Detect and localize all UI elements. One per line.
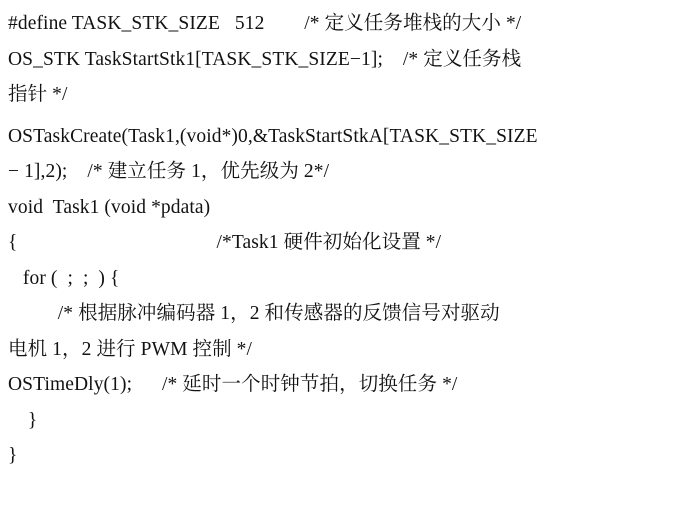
code-line: { /*Task1 硬件初始化设置 */ [8,232,442,253]
code-line: OSTimeDly(1); /* 延时一个时钟节拍，切换任务 */ [8,374,458,395]
code-line: 电机 1，2 进行 PWM 控制 */ [8,338,253,360]
code-line: OS_STK TaskStartStk1[TASK_STK_SIZE−1]; /* 定义任务栈 [8,48,522,70]
code-listing [8,6,664,474]
code-line: #define TASK_STK_SIZE 512 /* 定义任务堆栈的大小 */ [8,13,522,34]
code-line: OSTaskCreate(Task1,(void*)0,&TaskStartStkA[TASK_STK_SIZE [8,125,538,147]
code-line: } [8,445,18,466]
code-line: − 1],2); /* 建立任务 1，优先级为 2*/ [8,161,330,182]
code-line: 指针 */ [8,84,68,105]
code-line: } [8,409,38,431]
code-line: /* 根据脉冲编码器 1，2 和传感器的反馈信号对驱动 [8,303,500,324]
code-line: for ( ; ; ) { [8,267,120,289]
code-line: void Task1 (void *pdata) [8,196,211,218]
